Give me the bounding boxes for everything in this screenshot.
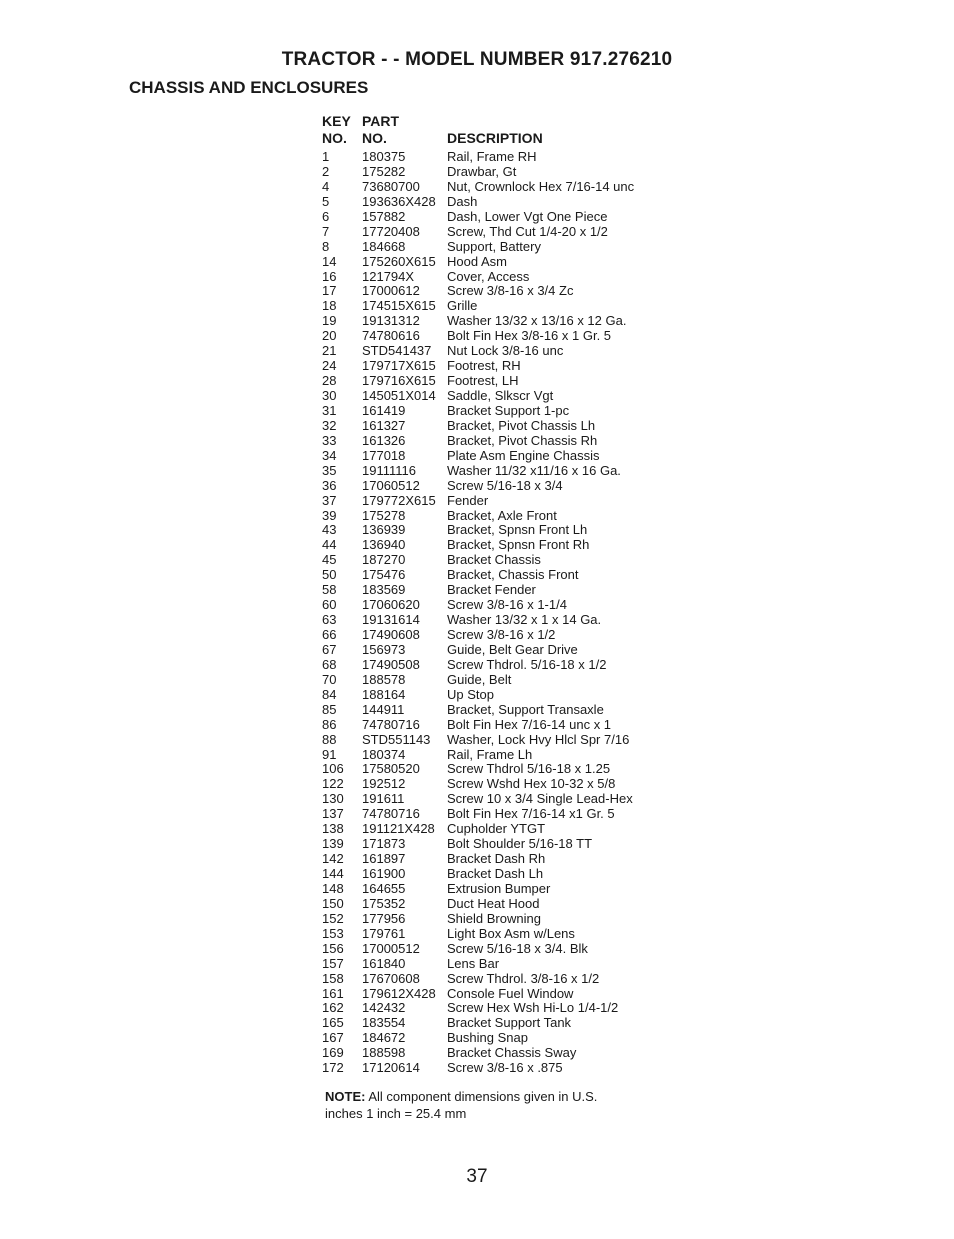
key-number: 44 xyxy=(322,537,337,553)
key-number: 138 xyxy=(322,821,344,837)
key-number: 2 xyxy=(322,163,330,179)
list-item xyxy=(322,658,742,673)
key-number: 6 xyxy=(322,208,330,224)
key-number: 32 xyxy=(322,417,337,433)
part-number: 145051X014 xyxy=(362,388,436,403)
list-item xyxy=(322,1061,742,1076)
key-number: 1 xyxy=(322,149,330,164)
list-item xyxy=(322,852,742,867)
list-item xyxy=(322,912,742,927)
part-number: 19131614 xyxy=(362,612,420,628)
parts-list xyxy=(322,150,742,1076)
key-number: 169 xyxy=(322,1045,344,1061)
key-number: 63 xyxy=(322,612,337,628)
key-number: 16 xyxy=(322,268,337,284)
key-number: 5 xyxy=(322,193,330,209)
part-description: Screw, Thd Cut 1/4-20 x 1/2 xyxy=(447,223,608,239)
part-number: 17670608 xyxy=(362,970,420,986)
part-description: Hood Asm xyxy=(447,253,507,269)
part-number: 17060620 xyxy=(362,597,420,613)
list-item xyxy=(322,748,742,763)
part-description: Console Fuel Window xyxy=(447,985,574,1001)
part-number: 179761 xyxy=(362,925,406,941)
list-item xyxy=(322,1001,742,1016)
part-description: Screw 3/8-16 x .875 xyxy=(447,1060,563,1076)
part-number: 174515X615 xyxy=(362,298,436,314)
header-description: DESCRIPTION xyxy=(447,130,543,146)
key-number: 35 xyxy=(322,462,337,478)
part-description: Bolt Fin Hex 3/8-16 x 1 Gr. 5 xyxy=(447,328,612,344)
key-number: 122 xyxy=(322,776,344,792)
part-description: Screw 3/8-16 x 1/2 xyxy=(447,627,556,642)
part-number: 161419 xyxy=(362,402,406,418)
list-item xyxy=(322,464,742,479)
part-number: 17490608 xyxy=(362,627,420,642)
part-description: Support, Battery xyxy=(447,238,541,254)
key-number: 45 xyxy=(322,552,337,568)
part-description: Drawbar, Gt xyxy=(447,163,517,179)
part-number: 17120614 xyxy=(362,1060,420,1076)
key-number: 33 xyxy=(322,432,337,448)
part-number: 188578 xyxy=(362,671,406,687)
key-number: 66 xyxy=(322,627,337,642)
part-number: 161840 xyxy=(362,955,406,971)
list-item xyxy=(322,807,742,822)
part-description: Bracket Chassis Sway xyxy=(447,1045,577,1061)
note-text-line2: inches 1 inch = 25.4 mm xyxy=(325,1105,467,1121)
list-item xyxy=(322,927,742,942)
part-description: Bolt Shoulder 5/16-18 TT xyxy=(447,836,593,852)
part-description: Screw 5/16-18 x 3/4. Blk xyxy=(447,940,588,956)
part-number: 17000612 xyxy=(362,283,420,299)
page-title: TRACTOR - - MODEL NUMBER 917.276210 xyxy=(281,49,673,70)
key-number: 172 xyxy=(322,1060,344,1076)
list-item xyxy=(322,538,742,553)
list-item xyxy=(322,404,742,419)
key-number: 158 xyxy=(322,970,344,986)
part-number: 171873 xyxy=(362,836,406,852)
part-description: Bushing Snap xyxy=(447,1030,528,1046)
part-description: Screw Thdrol. 3/8-16 x 1/2 xyxy=(447,970,600,986)
list-item xyxy=(322,150,742,165)
list-item xyxy=(322,180,742,195)
key-number: 142 xyxy=(322,851,344,867)
list-item xyxy=(322,329,742,344)
part-number: 179612X428 xyxy=(362,985,436,1001)
part-number: 175260X615 xyxy=(362,253,436,269)
key-number: 39 xyxy=(322,507,337,523)
part-description: Bracket, Pivot Chassis Lh xyxy=(447,417,596,433)
list-item xyxy=(322,299,742,314)
key-number: 30 xyxy=(322,388,337,403)
part-description: Rail, Frame Lh xyxy=(447,746,533,762)
part-description: Cover, Access xyxy=(447,268,530,284)
part-description: Rail, Frame RH xyxy=(447,149,537,164)
list-item xyxy=(322,762,742,777)
header-part-bottom: NO. xyxy=(362,130,387,146)
key-number: 162 xyxy=(322,1000,344,1016)
part-description: Screw 3/8-16 x 1-1/4 xyxy=(447,597,567,613)
list-item xyxy=(322,494,742,509)
list-item xyxy=(322,509,742,524)
part-number: 179716X615 xyxy=(362,373,436,389)
key-number: 91 xyxy=(322,746,337,762)
part-number: 175278 xyxy=(362,507,406,523)
section-title: CHASSIS AND ENCLOSURES xyxy=(129,78,369,97)
part-description: Screw 5/16-18 x 3/4 xyxy=(447,477,563,493)
list-item xyxy=(322,792,742,807)
list-item xyxy=(322,972,742,987)
part-description: Duct Heat Hood xyxy=(447,895,540,911)
key-number: 18 xyxy=(322,298,337,314)
list-item xyxy=(322,822,742,837)
part-number: 188598 xyxy=(362,1045,406,1061)
key-number: 34 xyxy=(322,447,337,463)
key-number: 144 xyxy=(322,866,344,881)
part-number: STD541437 xyxy=(362,343,432,359)
part-description: Washer, Lock Hvy Hlcl Spr 7/16 xyxy=(447,731,630,747)
list-item xyxy=(322,882,742,897)
list-item xyxy=(322,1016,742,1031)
list-item xyxy=(322,568,742,583)
key-number: 84 xyxy=(322,686,337,702)
part-number: 74780716 xyxy=(362,716,420,732)
part-number: 17580520 xyxy=(362,761,420,777)
part-description: Dash xyxy=(447,193,478,209)
part-number: 19131312 xyxy=(362,313,420,329)
key-number: 21 xyxy=(322,343,337,359)
list-item xyxy=(322,255,742,270)
part-description: Extrusion Bumper xyxy=(447,880,551,896)
key-number: 58 xyxy=(322,582,337,598)
key-number: 68 xyxy=(322,656,337,672)
note-label: NOTE: xyxy=(325,1089,366,1104)
part-description: Up Stop xyxy=(447,686,494,702)
part-description: Bracket Dash Rh xyxy=(447,851,546,867)
list-item xyxy=(322,314,742,329)
key-number: 20 xyxy=(322,328,337,344)
part-number: 191611 xyxy=(362,791,405,807)
key-number: 36 xyxy=(322,477,337,493)
part-number: 121794X xyxy=(362,268,415,284)
page-number: 37 xyxy=(466,1166,488,1187)
list-item xyxy=(322,837,742,852)
part-number: 183554 xyxy=(362,1015,406,1031)
key-number: 139 xyxy=(322,836,344,852)
part-description: Bracket, Chassis Front xyxy=(447,567,579,583)
part-description: Bracket, Pivot Chassis Rh xyxy=(447,432,598,448)
key-number: 37 xyxy=(322,492,337,508)
key-number: 130 xyxy=(322,791,344,807)
part-number: 136940 xyxy=(362,537,406,553)
list-item xyxy=(322,344,742,359)
part-number: 180374 xyxy=(362,746,406,762)
key-number: 24 xyxy=(322,358,337,374)
key-number: 106 xyxy=(322,761,344,777)
part-number: 74780716 xyxy=(362,806,420,822)
key-number: 86 xyxy=(322,716,337,732)
part-number: 192512 xyxy=(362,776,406,792)
list-item xyxy=(322,434,742,449)
part-number: 177018 xyxy=(362,447,406,463)
part-description: Bracket Chassis xyxy=(447,552,541,568)
note xyxy=(325,1089,645,1122)
part-number: 188164 xyxy=(362,686,406,702)
key-number: 43 xyxy=(322,522,337,538)
part-number: 161326 xyxy=(362,432,406,448)
list-item xyxy=(322,583,742,598)
part-number: 179772X615 xyxy=(362,492,436,508)
part-description: Guide, Belt Gear Drive xyxy=(447,641,578,657)
part-number: STD551143 xyxy=(362,731,431,747)
list-item xyxy=(322,673,742,688)
part-number: 144911 xyxy=(362,701,405,717)
part-description: Bracket, Support Transaxle xyxy=(447,701,604,717)
list-item xyxy=(322,359,742,374)
key-number: 31 xyxy=(322,402,337,418)
part-description: Plate Asm Engine Chassis xyxy=(447,447,600,463)
key-number: 165 xyxy=(322,1015,344,1031)
key-number: 7 xyxy=(322,223,330,239)
key-number: 19 xyxy=(322,313,337,329)
part-description: Screw Thdrol. 5/16-18 x 1/2 xyxy=(447,656,607,672)
part-number: 177956 xyxy=(362,910,406,926)
list-item xyxy=(322,210,742,225)
key-number: 167 xyxy=(322,1030,344,1046)
list-item xyxy=(322,270,742,285)
part-description: Screw Wshd Hex 10-32 x 5/8 xyxy=(447,776,616,792)
part-number: 183569 xyxy=(362,582,406,598)
list-item xyxy=(322,688,742,703)
key-number: 50 xyxy=(322,567,337,583)
part-number: 156973 xyxy=(362,641,406,657)
list-item xyxy=(322,957,742,972)
list-item xyxy=(322,284,742,299)
part-number: 73680700 xyxy=(362,178,420,194)
part-description: Fender xyxy=(447,492,489,508)
list-item xyxy=(322,733,742,748)
part-description: Dash, Lower Vgt One Piece xyxy=(447,208,608,224)
list-item xyxy=(322,419,742,434)
key-number: 148 xyxy=(322,880,344,896)
part-number: 191121X428 xyxy=(362,821,435,837)
part-number: 17720408 xyxy=(362,223,420,239)
part-description: Cupholder YTGT xyxy=(447,821,546,837)
part-number: 19111116 xyxy=(362,462,416,478)
part-description: Screw 3/8-16 x 3/4 Zc xyxy=(447,283,574,299)
key-number: 17 xyxy=(322,283,337,299)
list-item xyxy=(322,165,742,180)
part-description: Footrest, RH xyxy=(447,358,521,374)
part-number: 17000512 xyxy=(362,940,420,956)
part-number: 180375 xyxy=(362,149,406,164)
part-number: 136939 xyxy=(362,522,406,538)
part-number: 161327 xyxy=(362,417,406,433)
part-description: Lens Bar xyxy=(447,955,500,971)
list-item xyxy=(322,643,742,658)
key-number: 14 xyxy=(322,253,337,269)
part-number: 161900 xyxy=(362,866,406,881)
key-number: 152 xyxy=(322,910,344,926)
list-item xyxy=(322,942,742,957)
key-number: 137 xyxy=(322,806,344,822)
part-description: Bracket Fender xyxy=(447,582,536,598)
list-item xyxy=(322,195,742,210)
key-number: 88 xyxy=(322,731,337,747)
list-item xyxy=(322,987,742,1002)
part-number: 179717X615 xyxy=(362,358,436,374)
key-number: 161 xyxy=(322,985,344,1001)
part-number: 164655 xyxy=(362,880,406,896)
list-item xyxy=(322,449,742,464)
list-item xyxy=(322,1031,742,1046)
part-number: 175352 xyxy=(362,895,406,911)
part-description: Grille xyxy=(447,298,478,314)
list-item xyxy=(322,225,742,240)
key-number: 60 xyxy=(322,597,337,613)
part-description: Bracket Support Tank xyxy=(447,1015,572,1031)
key-number: 153 xyxy=(322,925,344,941)
part-number: 142432 xyxy=(362,1000,406,1016)
part-description: Bracket, Axle Front xyxy=(447,507,557,523)
part-number: 187270 xyxy=(362,552,406,568)
header-key-top: KEY xyxy=(322,113,351,129)
key-number: 67 xyxy=(322,641,337,657)
part-description: Screw Hex Wsh Hi-Lo 1/4-1/2 xyxy=(447,1000,619,1016)
header-part-top: PART xyxy=(362,113,400,129)
part-number: 193636X428 xyxy=(362,193,436,209)
list-item xyxy=(322,598,742,613)
part-description: Washer 11/32 x11/16 x 16 Ga. xyxy=(447,462,621,478)
list-item xyxy=(322,374,742,389)
list-item xyxy=(322,897,742,912)
part-description: Footrest, LH xyxy=(447,373,519,389)
part-number: 161897 xyxy=(362,851,406,867)
part-description: Bolt Fin Hex 7/16-14 unc x 1 xyxy=(447,716,612,732)
list-item xyxy=(322,777,742,792)
list-item xyxy=(322,240,742,255)
part-description: Washer 13/32 x 13/16 x 12 Ga. xyxy=(447,313,627,329)
part-description: Screw Thdrol 5/16-18 x 1.25 xyxy=(447,761,611,777)
key-number: 28 xyxy=(322,373,337,389)
part-description: Screw 10 x 3/4 Single Lead-Hex xyxy=(447,791,633,807)
key-number: 156 xyxy=(322,940,344,956)
list-item xyxy=(322,1046,742,1061)
part-description: Bracket, Spnsn Front Rh xyxy=(447,537,590,553)
note-text-line1: All component dimensions given in U.S. xyxy=(368,1089,598,1104)
part-number: 175476 xyxy=(362,567,406,583)
part-number: 17490508 xyxy=(362,656,420,672)
header-key-bottom: NO. xyxy=(322,130,347,146)
key-number: 70 xyxy=(322,671,337,687)
part-description: Guide, Belt xyxy=(447,671,512,687)
key-number: 85 xyxy=(322,701,337,717)
key-number: 150 xyxy=(322,895,344,911)
part-description: Saddle, Slkscr Vgt xyxy=(447,388,554,403)
list-item xyxy=(322,867,742,882)
list-item xyxy=(322,553,742,568)
list-item xyxy=(322,389,742,404)
part-number: 184668 xyxy=(362,238,406,254)
list-item xyxy=(322,523,742,538)
part-number: 184672 xyxy=(362,1030,406,1046)
part-number: 175282 xyxy=(362,163,406,179)
part-number: 157882 xyxy=(362,208,406,224)
key-number: 4 xyxy=(322,178,330,194)
list-item xyxy=(322,613,742,628)
part-description: Shield Browning xyxy=(447,910,541,926)
part-description: Nut Lock 3/8-16 unc xyxy=(447,343,564,359)
part-number: 74780616 xyxy=(362,328,420,344)
part-description: Bracket Support 1-pc xyxy=(447,402,570,418)
part-description: Bracket, Spnsn Front Lh xyxy=(447,522,588,538)
part-description: Bracket Dash Lh xyxy=(447,866,544,881)
part-description: Light Box Asm w/Lens xyxy=(447,925,575,941)
list-item xyxy=(322,628,742,643)
key-number: 8 xyxy=(322,238,330,254)
part-description: Bolt Fin Hex 7/16-14 x1 Gr. 5 xyxy=(447,806,615,822)
key-number: 157 xyxy=(322,955,344,971)
part-description: Washer 13/32 x 1 x 14 Ga. xyxy=(447,612,602,628)
list-item xyxy=(322,718,742,733)
list-item xyxy=(322,703,742,718)
list-item xyxy=(322,479,742,494)
part-number: 17060512 xyxy=(362,477,420,493)
part-description: Nut, Crownlock Hex 7/16-14 unc xyxy=(447,178,635,194)
